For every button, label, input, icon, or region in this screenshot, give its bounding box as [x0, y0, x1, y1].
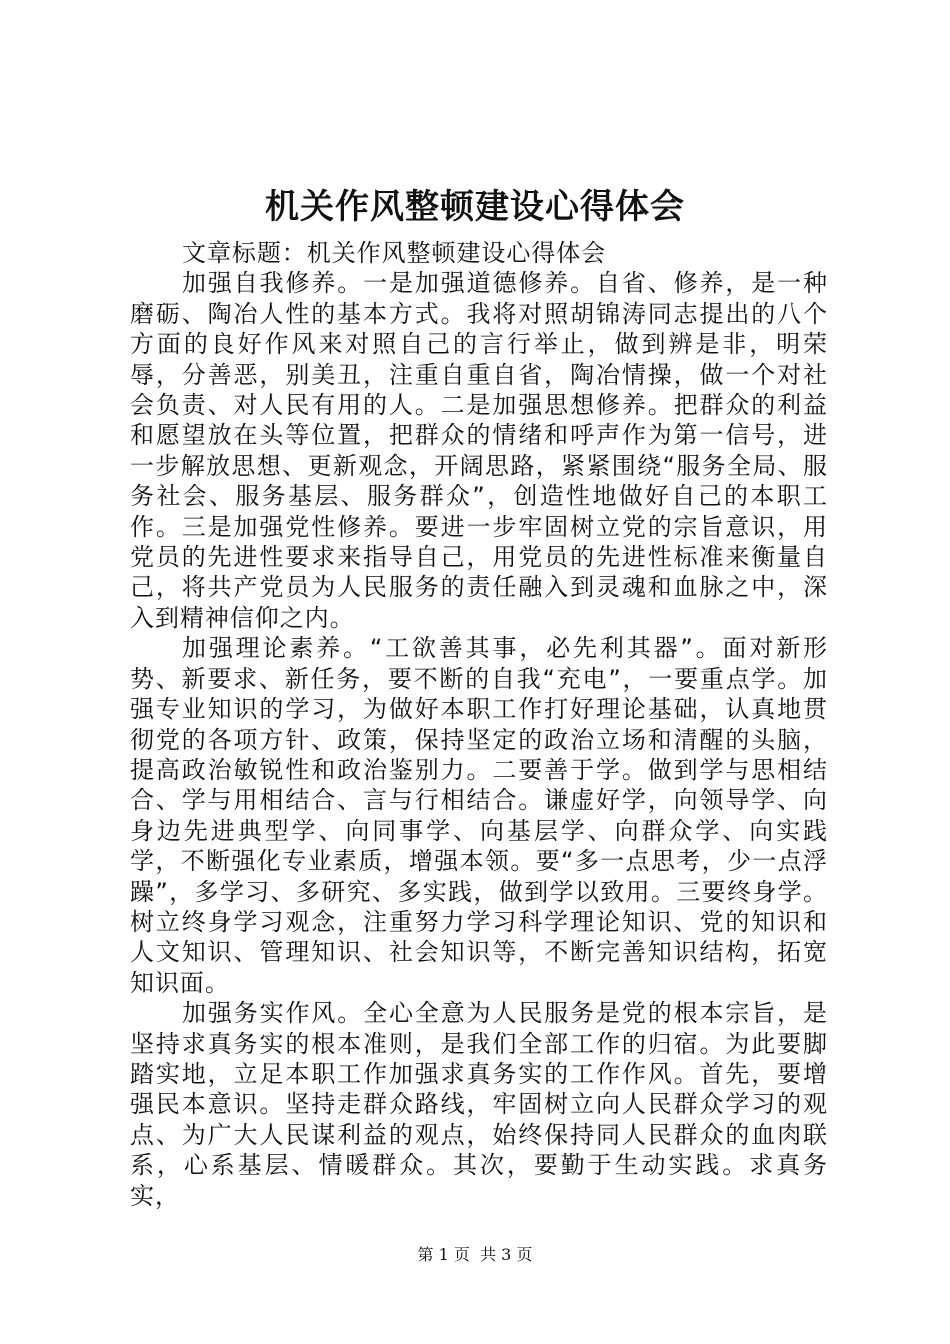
paragraph: 加强自我修养。一是加强道德修养。自省、修养，是一种磨砺、陶冶人性的基本方式。我将对照胡锦涛同志提出的八个方面的良好作风来对照自己的言行举止，做到辨是非，明荣辱，分善恶，别美丑，注重自重自省，陶冶情操，做一个对社会负责、对人民有用的人。二是加强思想修养。把群众的利益和愿望放在头等位置，把群众的情绪和呼声作为第一信号，进一步解放思想、更新观念，开阔思路，紧紧围绕“服务全局、服务社会、服务基层、服务群众”，创造性地做好自己的本职工作。三是加强党性修养。要进一步牢固树立党的宗旨意识，用党员的先进性要求来指导自己，用党员的先进性标准来衡量自己，将共产党员为人民服务的责任融入到灵魂和血脉之中，深入到精神信仰之内。 — [130, 269, 828, 632]
document-title: 机关作风整顿建设心得体会 — [265, 187, 685, 227]
paragraph: 加强理论素养。“工欲善其事，必先利其器”。面对新形势、新要求、新任务，要不断的自我“充电”，一要重点学。加强专业知识的学习，为做好本职工作打好理论基础，认真地贯彻党的各项方针、政策，保持坚定的政治立场和清醒的头脑，提高政治敏锐性和政治鉴别力。二要善于学。做到学与思相结合、学与用相结合、言与行相结合。谦虚好学，向领导学、向身边先进典型学、向同事学、向基层学、向群众学、向实践学，不断强化专业素质，增强本领。要“多一点思考，少一点浮躁”，多学习、多研究、多实践，做到学以致用。三要终身学。树立终身学习观念，注重努力学习科学理论知识、党的知识和人文知识、管理知识、社会知识等，不断完善知识结构，拓宽知识面。 — [130, 634, 828, 997]
subtitle-line: 文章标题：机关作风整顿建设心得体会 — [182, 239, 607, 267]
paragraph: 加强务实作风。全心全意为人民服务是党的根本宗旨，是坚持求真务实的根本准则，是我们全部工作的归宿。为此要脚踏实地，立足本职工作加强求真务实的工作作风。首先，要增强民本意识。坚持走群众路线，牢固树立向人民群众学习的观点、为广大人民谋利益的观点，始终保持同人民群众的血肉联系，心系基层、情暖群众。其次，要勤于生动实践。求真务实， — [130, 999, 828, 1210]
page-footer: 第 1 页 共 3 页 — [417, 1245, 533, 1264]
document-body — [130, 238, 828, 1211]
